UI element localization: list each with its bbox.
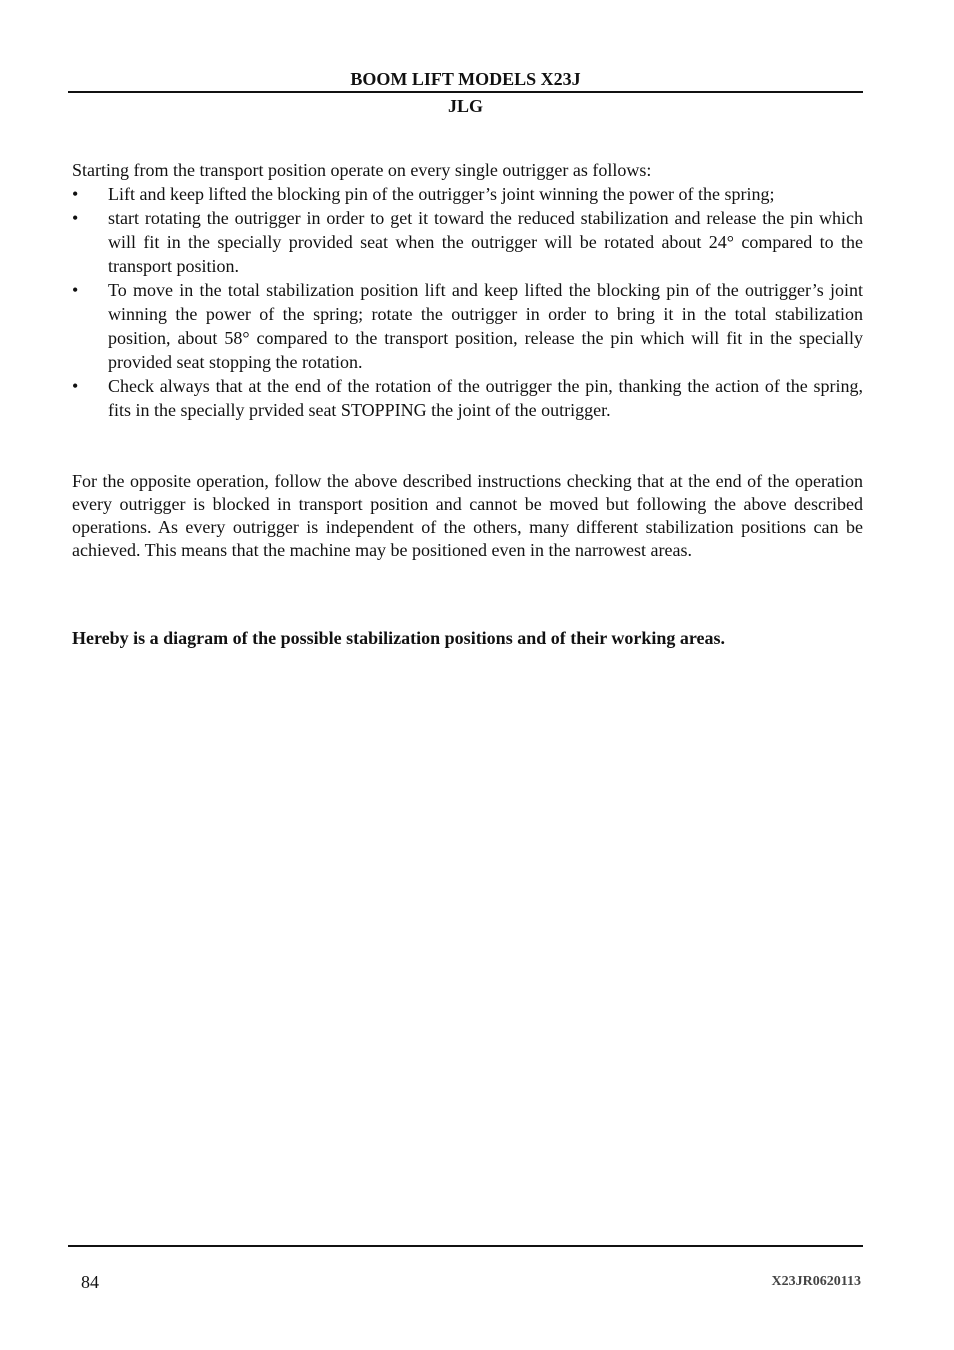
opposite-operation-paragraph: For the opposite operation, follow the above described instructions checking that at the end of the operation every outrigger is blocked in transport position and cannot be moved but following the above described operations. As every outrigger is independent of the others, many different stabilization positions can be achieved. This means that the machine may be positioned even in the narrowest areas. (72, 471, 863, 560)
bullet-icon: • (72, 280, 79, 300)
step-text: Lift and keep lifted the blocking pin of the outrigger’s joint winning the power of the spring; (108, 184, 775, 204)
step-text: To move in the total stabilization position lift and keep lifted the blocking pin of the outrigger’s joint winning the power of the spring; rotate the outrigger in order to bring it in the total stabilization position, about 58° compared to the transport position, release the pin which will fit in the specially provided seat stopping the rotation. (108, 280, 863, 372)
step-text: Check always that at the end of the rotation of the outrigger the pin, thanking the action of the spring, fits in the specially prvided seat STOPPING the joint of the outrigger. (108, 376, 863, 420)
steps-list (72, 182, 863, 422)
bullet-icon: • (72, 184, 79, 204)
brand-name: JLG (447, 96, 483, 116)
document-title: BOOM LIFT MODELS X23J (350, 69, 581, 89)
list-item (72, 206, 863, 278)
list-item (72, 374, 863, 422)
list-item (72, 278, 863, 374)
step-text: start rotating the outrigger in order to get it toward the reduced stabilization and release the pin which will fit in the specially provided seat when the outrigger will be rotated about 24° compared to the transport position. (108, 208, 863, 276)
footer-divider (68, 1245, 863, 1247)
instructions-section (72, 158, 863, 422)
list-item (72, 182, 863, 206)
diagram-note: Hereby is a diagram of the possible stabilization positions and of their working areas. (72, 628, 726, 648)
bullet-icon: • (72, 376, 79, 396)
page-number: 84 (81, 1272, 99, 1292)
intro-text: Starting from the transport position operate on every single outrigger as follows: (72, 160, 652, 180)
document-code: X23JR0620113 (771, 1274, 861, 1289)
header-divider (68, 91, 863, 93)
bullet-icon: • (72, 208, 79, 228)
